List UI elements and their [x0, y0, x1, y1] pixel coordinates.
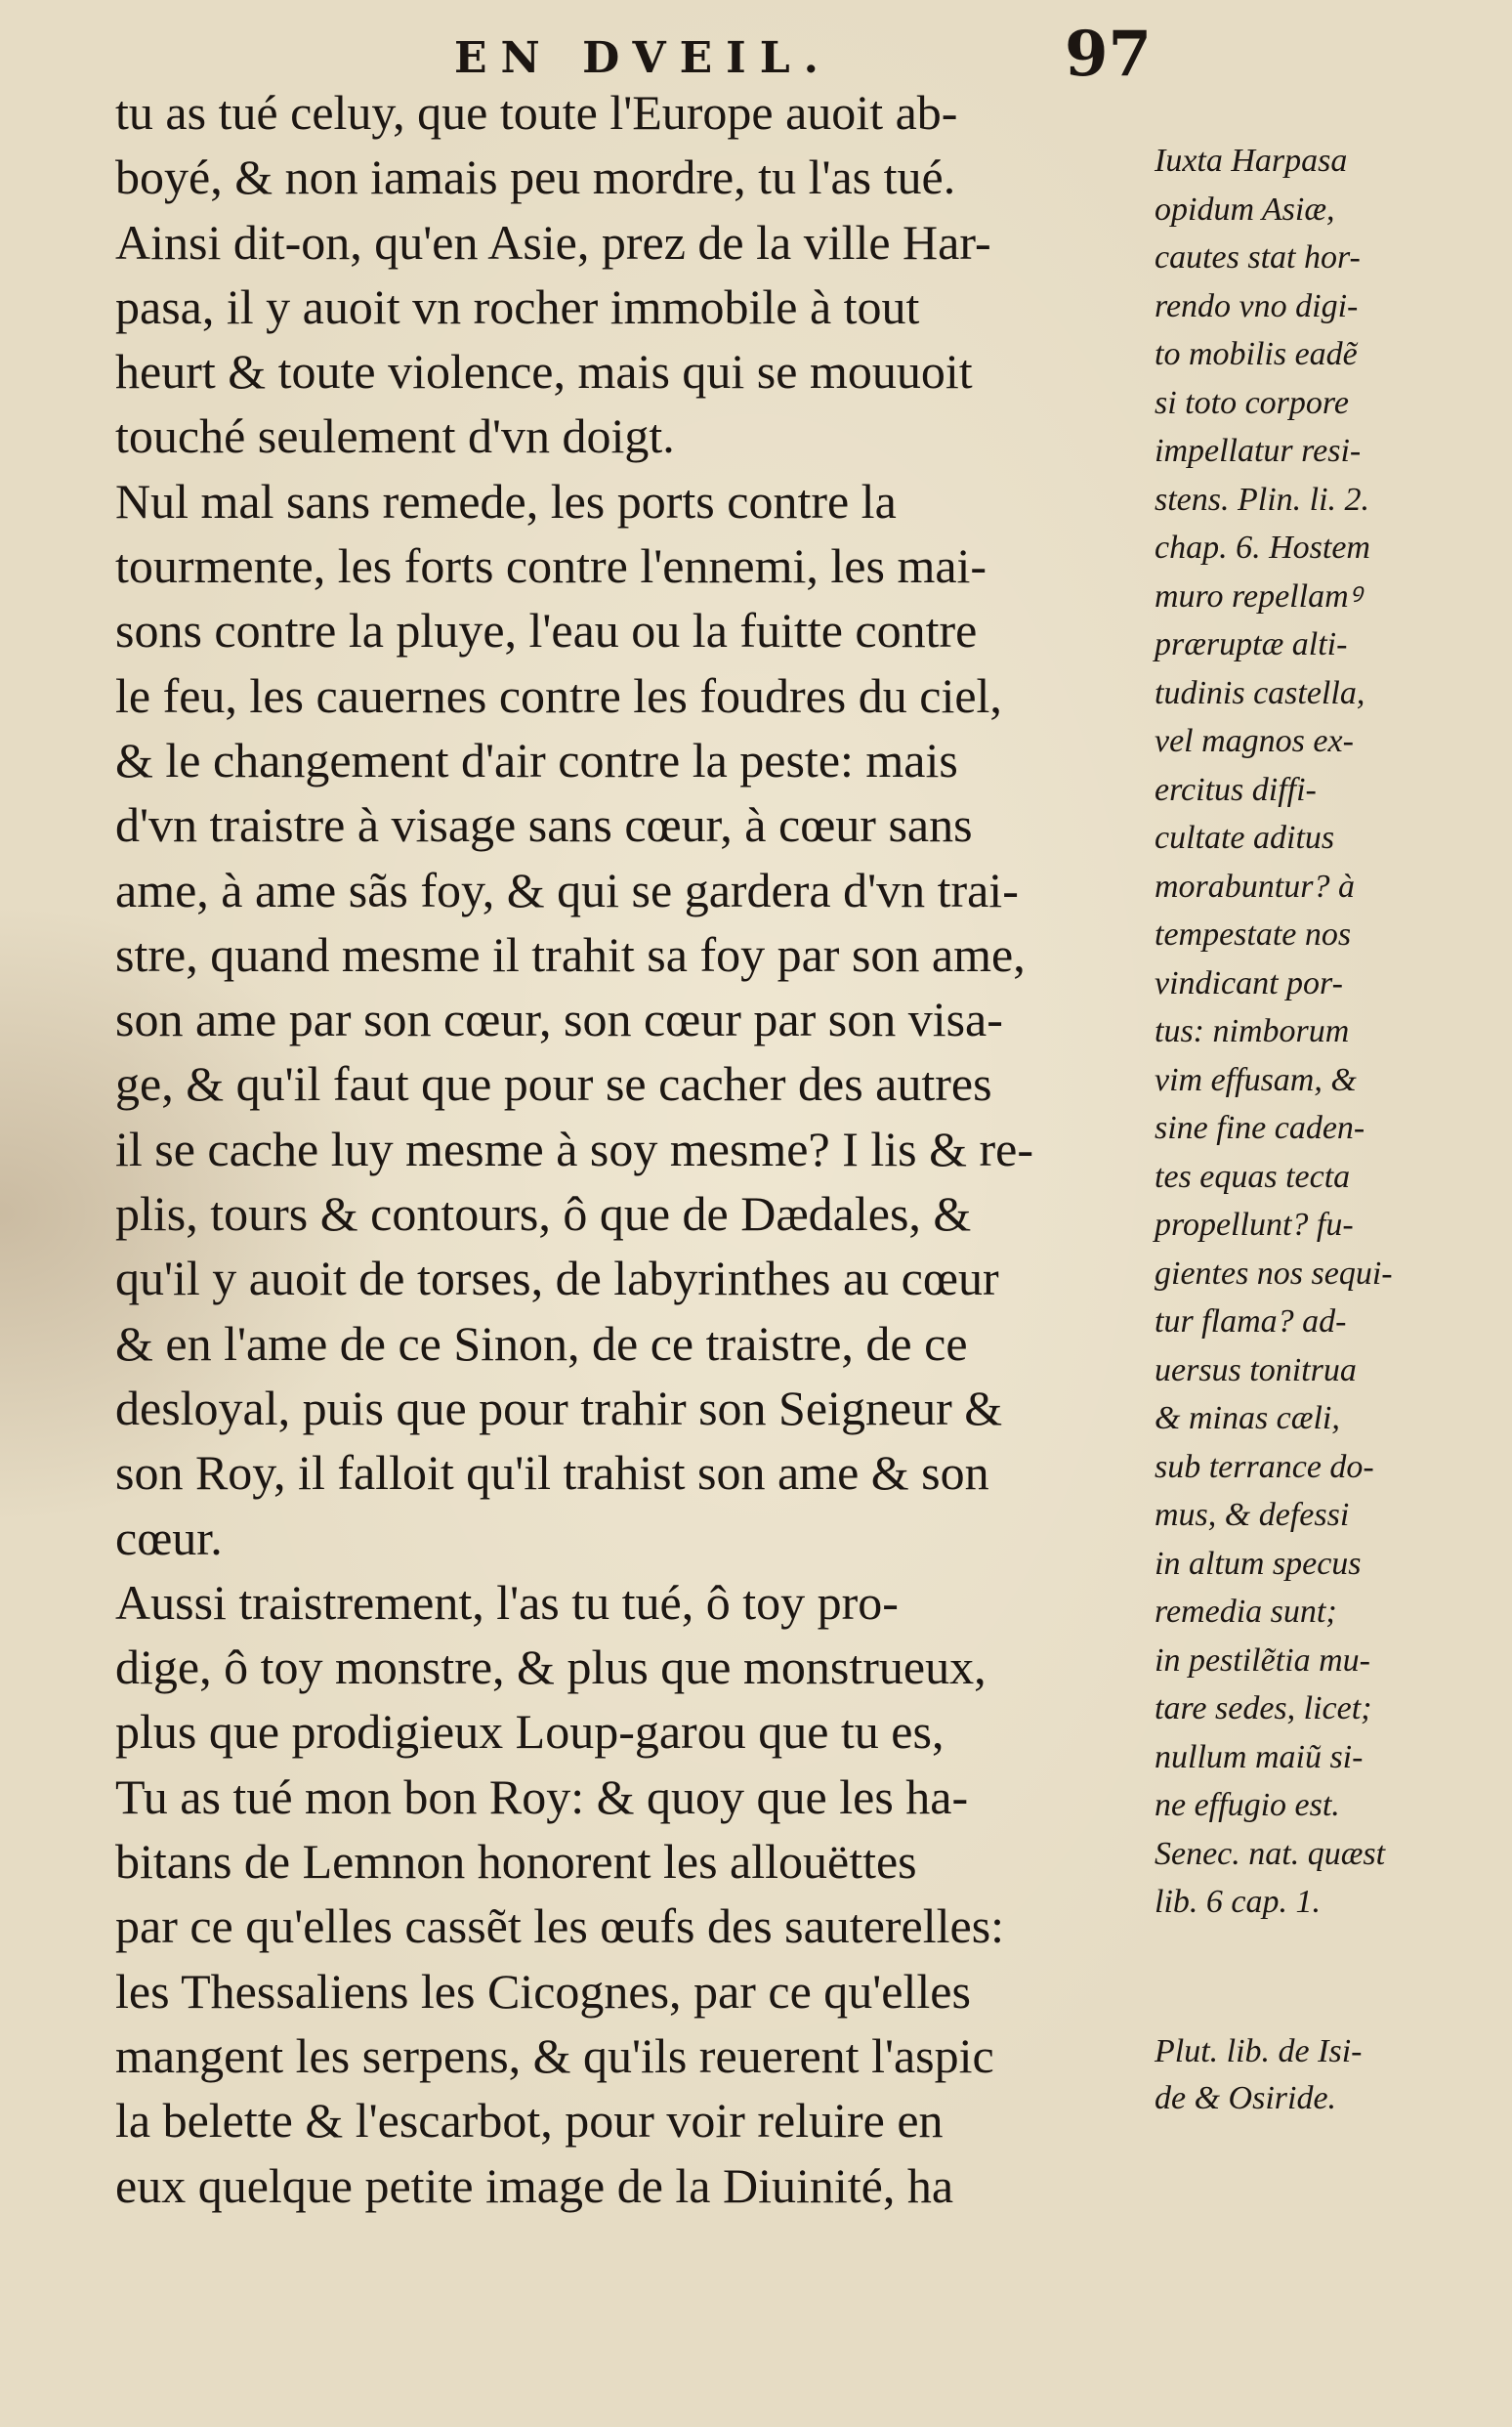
- reference-line: de & Osiride.: [1155, 2080, 1337, 2116]
- text-line: dige, ô toy monstre, & plus que monstrueux,: [115, 1639, 987, 1695]
- marginal-notes: [1155, 137, 1448, 2116]
- margin-note-line: uersus tonitrua: [1155, 1351, 1357, 1388]
- margin-note-line: vel magnos ex-: [1155, 723, 1354, 759]
- text-line: & en l'ame de ce Sinon, de ce traistre, de ce: [115, 1315, 968, 1371]
- text-line: Aussi traistrement, l'as tu tué, ô toy pro-: [115, 1574, 899, 1630]
- text-line: heurt & toute violence, mais qui se mouuoit: [115, 344, 973, 400]
- text-line: Nul mal sans remede, les ports contre la: [115, 473, 897, 529]
- margin-note-line: præruptæ alti-: [1155, 626, 1348, 662]
- margin-note-line: & minas cæli,: [1155, 1400, 1340, 1436]
- text-line: ge, & qu'il faut que pour se cacher des autres: [115, 1056, 992, 1112]
- margin-note-line: si toto corpore: [1155, 384, 1349, 421]
- text-line: boyé, & non iamais peu mordre, tu l'as tué.: [115, 149, 956, 205]
- margin-note-line: ercitus diffi-: [1155, 771, 1317, 808]
- text-line: sons contre la pluye, l'eau ou la fuitte contre: [115, 603, 978, 659]
- text-line: par ce qu'elles cassẽt les œufs des sauterelles:: [115, 1898, 1005, 1954]
- margin-note-line: opidum Asiæ,: [1155, 191, 1335, 228]
- text-line: ame, à ame sãs foy, & qui se gardera d'vn trai-: [115, 862, 1019, 917]
- margin-note-line: cautes stat hor-: [1155, 239, 1361, 276]
- margin-note-line: sub terrance do-: [1155, 1448, 1374, 1485]
- text-line: stre, quand mesme il trahit sa foy par son ame,: [115, 926, 1026, 982]
- text-line: il se cache luy mesme à soy mesme? I lis & re-: [115, 1121, 1033, 1176]
- text-line: mangent les serpens, & qu'ils reuerent l'aspic: [115, 2027, 994, 2083]
- text-line: plis, tours & contours, ô que de Dædales, &: [115, 1186, 972, 1242]
- margin-note-line: chap. 6. Hostem: [1155, 530, 1370, 566]
- text-line: pasa, il y auoit vn rocher immobile à tout: [115, 278, 920, 334]
- text-line: la belette & l'escarbot, pour voir reluire en: [115, 2093, 944, 2149]
- margin-note-line: stens. Plin. li. 2.: [1155, 481, 1370, 518]
- margin-note-line: rendo vno digi-: [1155, 287, 1359, 324]
- main-text-column: [115, 80, 1141, 2218]
- text-line: qu'il y auoit de torses, de labyrinthes au cœur: [115, 1251, 999, 1306]
- margin-note-line: in pestilẽtia mu-: [1155, 1641, 1370, 1679]
- margin-note-line: vindicant por-: [1155, 964, 1343, 1001]
- text-line: son ame par son cœur, son cœur par son visa-: [115, 992, 1003, 1047]
- margin-note-line: tempestate nos: [1155, 916, 1352, 953]
- text-line: plus que prodigieux Loup-garou que tu es,: [115, 1704, 945, 1760]
- margin-note-line: remedia sunt;: [1155, 1594, 1337, 1630]
- running-head: EN DVEIL.: [454, 33, 832, 83]
- page-number: 97: [1065, 18, 1153, 91]
- text-line: le feu, les cauernes contre les foudres du ciel,: [115, 667, 1002, 723]
- margin-note-line: in altum specus: [1155, 1545, 1362, 1582]
- margin-note-line: tes equas tecta: [1155, 1158, 1351, 1195]
- margin-note-line: nullum maiũ si-: [1155, 1738, 1364, 1775]
- margin-note-line: tur flama? ad-: [1155, 1303, 1347, 1340]
- text-line: d'vn traistre à visage sans cœur, à cœur sans: [115, 797, 973, 853]
- margin-reference: [1155, 2027, 1362, 2121]
- margin-note-line: mus, & defessi: [1155, 1497, 1350, 1533]
- margin-note-line: Senec. nat. quæst: [1155, 1835, 1386, 1872]
- text-line: Ainsi dit-on, qu'en Asie, prez de la ville Har-: [115, 214, 991, 270]
- reference-line: Plut. lib. de Isi-: [1155, 2033, 1363, 2069]
- text-line: & le changement d'air contre la peste: mais: [115, 732, 958, 788]
- margin-note-line: tare sedes, licet;: [1155, 1690, 1372, 1726]
- text-line: eux quelque petite image de la Diuinité, ha: [115, 2157, 954, 2213]
- text-line: tourmente, les forts contre l'ennemi, les mai-: [115, 538, 987, 594]
- margin-note-line: vim effusam, &: [1155, 1061, 1357, 1098]
- text-line: touché seulement d'vn doigt.: [115, 408, 675, 464]
- margin-note-line: morabuntur? à: [1155, 868, 1355, 905]
- margin-note-line: muro repellamꝰ: [1155, 577, 1362, 615]
- text-line: cœur.: [115, 1510, 223, 1565]
- margin-note-line: tudinis castella,: [1155, 674, 1365, 711]
- text-line: Tu as tué mon bon Roy: & quoy que les ha-: [115, 1768, 969, 1824]
- margin-note-line: cultate aditus: [1155, 820, 1335, 856]
- text-line: desloyal, puis que pour trahir son Seigneur &: [115, 1380, 1003, 1435]
- text-line: bitans de Lemnon honorent les allouëttes: [115, 1834, 917, 1890]
- margin-note-line: sine fine caden-: [1155, 1110, 1365, 1146]
- margin-note-line: to mobilis eadẽ: [1155, 336, 1358, 372]
- margin-note-line: Iuxta Harpasa: [1155, 143, 1348, 179]
- margin-note-line: tus: nimborum: [1155, 1013, 1350, 1049]
- text-line: les Thessaliens les Cicognes, par ce qu'elles: [115, 1963, 971, 2019]
- margin-note-line: ne effugio est.: [1155, 1787, 1340, 1823]
- margin-note-line: propellunt? fu-: [1155, 1207, 1354, 1243]
- text-line: tu as tué celuy, que toute l'Europe auoit ab-: [115, 85, 958, 140]
- text-line: son Roy, il falloit qu'il trahist son ame & son: [115, 1445, 989, 1501]
- margin-note-line: lib. 6 cap. 1.: [1155, 1884, 1321, 1920]
- margin-note-line: impellatur resi-: [1155, 433, 1362, 469]
- margin-note-line: gientes nos sequi-: [1155, 1255, 1393, 1292]
